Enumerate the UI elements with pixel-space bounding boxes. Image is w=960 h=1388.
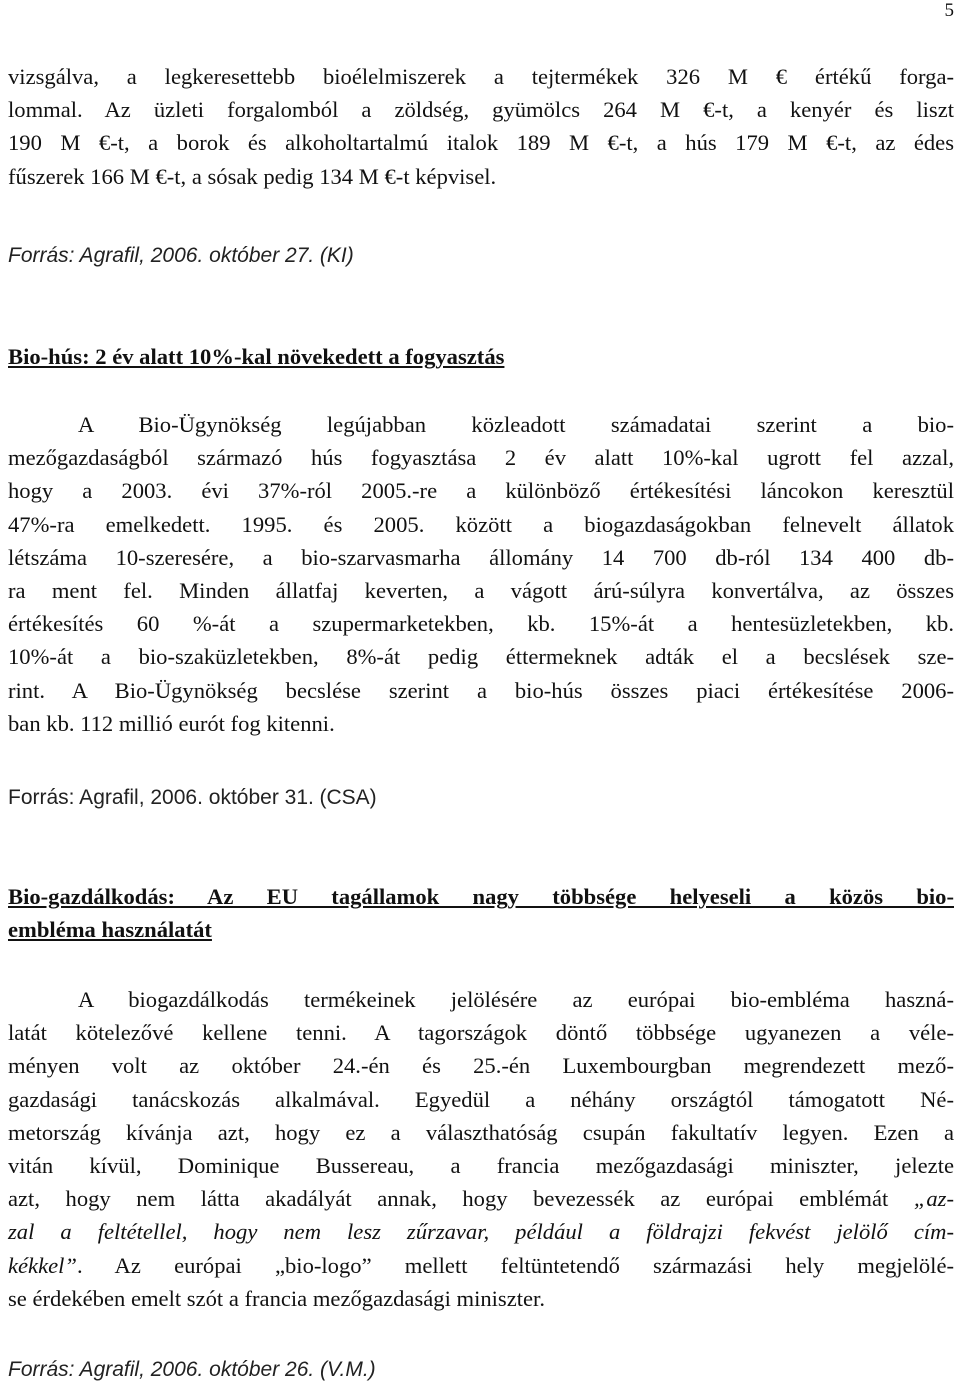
text-line: létszáma 10-szeresére, a bio-szarvasmarha állomány 14 700 db-ról 134 400 db-: [8, 544, 954, 570]
article-2-title: [8, 880, 954, 946]
source-tag: (CSA): [319, 786, 377, 809]
quote-italic: kékkel”: [8, 1252, 77, 1278]
text-line: rint. A Bio-Ügynökség becslése szerint a bio-hús összes piaci értékesítése 2006-: [8, 677, 954, 703]
text-line: mezőgazdaságból származó hús fogyasztása 2 év alatt 10%-kal ugrott fel azzal,: [8, 445, 954, 471]
text-normal: . Az európai „bio-logo” mellett feltüntetendő származási hely megjelölé-: [76, 1252, 954, 1278]
text-line: se érdekében emelt szót a francia mezőgazdasági miniszter.: [8, 1285, 545, 1311]
title-line: Bio-gazdálkodás: Az EU tagállamok nagy többsége helyeseli a közös bio-: [8, 884, 954, 909]
article-1-title: [8, 340, 954, 373]
source-citation-2: [8, 780, 377, 814]
text-line: ra ment fel. Minden állatfaj keverten, a vágott árú-súlyra konvertálva, az összes: [8, 578, 954, 604]
text-line: 10%-át a bio-szaküzletekben, 8%-át pedig éttermeknek adták el a becslések sze-: [8, 644, 954, 670]
text-normal: azt, hogy nem látta akadályát annak, hogy bevezessék az európai emblémát: [8, 1186, 914, 1212]
text-line: hogy a 2003. évi 37%-ról 2005.-re a különböző értékesítési láncokon keresztül: [8, 478, 954, 504]
text-line: lommal. Az üzleti forgalomból a zöldség, gyümölcs 264 M €-t, a kenyér és liszt: [8, 97, 954, 123]
article-2-body: [8, 983, 954, 1315]
source-citation-1: [8, 238, 354, 272]
title-line: Bio-hús: 2 év alatt 10%-kal növekedett a fogyasztás: [8, 344, 505, 369]
text-line: értékesítés 60 %-át a szupermarketekben, kb. 15%-át a hentesüzletekben, kb.: [8, 611, 954, 637]
source-citation-3: [8, 1352, 376, 1386]
text-line: ban kb. 112 millió eurót fog kitenni.: [8, 710, 335, 736]
text-line: vizsgálva, a legkeresettebb bioélelmiszerek a tejtermékek 326 M € értékű forga-: [8, 64, 954, 89]
quote-italic: „az-: [913, 1186, 954, 1212]
text-line: metország kívánja azt, hogy ez a választhatóság csupán fakultatív legyen. Ezen a: [8, 1119, 954, 1145]
article-1-body: [8, 408, 954, 740]
source-text: Forrás: Agrafil, 2006. október 27.: [8, 244, 315, 267]
text-line: 47%-ra emelkedett. 1995. és 2005. között a biogazdaságokban felnevelt állatok: [8, 511, 954, 537]
text-line: [8, 1182, 954, 1215]
text-line-italic: zal a feltétellel, hogy nem lesz zűrzavar, például a földrajzi fekvést jelölő cím-: [8, 1219, 954, 1245]
text-line: ményen volt az október 24.-én és 25.-én Luxembourgban megrendezett mező-: [8, 1053, 954, 1079]
text-line: A biogazdálkodás termékeinek jelölésére az európai bio-embléma haszná-: [78, 987, 954, 1012]
title-line: embléma használatát: [8, 917, 212, 943]
text-line: A Bio-Ügynökség legújabban közleadott számadatai szerint a bio-: [78, 412, 954, 437]
source-tag: (KI): [319, 244, 354, 267]
page-number: 5: [944, 0, 954, 21]
text-line: vitán kívül, Dominique Bussereau, a francia mezőgazdasági miniszter, jelezte: [8, 1153, 954, 1179]
source-text: Forrás: Agrafil, 2006. október 31.: [8, 786, 314, 809]
text-line: fűszerek 166 M €-t, a sósak pedig 134 M €-t képvisel.: [8, 163, 497, 189]
text-line: latát kötelezővé kellene tenni. A tagországok döntő többsége ugyanezen a véle-: [8, 1020, 954, 1046]
text-line: 190 M €-t, a borok és alkoholtartalmú italok 189 M €-t, a hús 179 M €-t, az édes: [8, 130, 954, 156]
text-line: gazdasági tanácskozás alkalmával. Egyedül a néhány országtól támogatott Né-: [8, 1086, 954, 1112]
source-text: Forrás: Agrafil, 2006. október 26. (V.M.): [8, 1358, 376, 1381]
text-line: [8, 1249, 954, 1282]
intro-paragraph: [8, 60, 954, 193]
